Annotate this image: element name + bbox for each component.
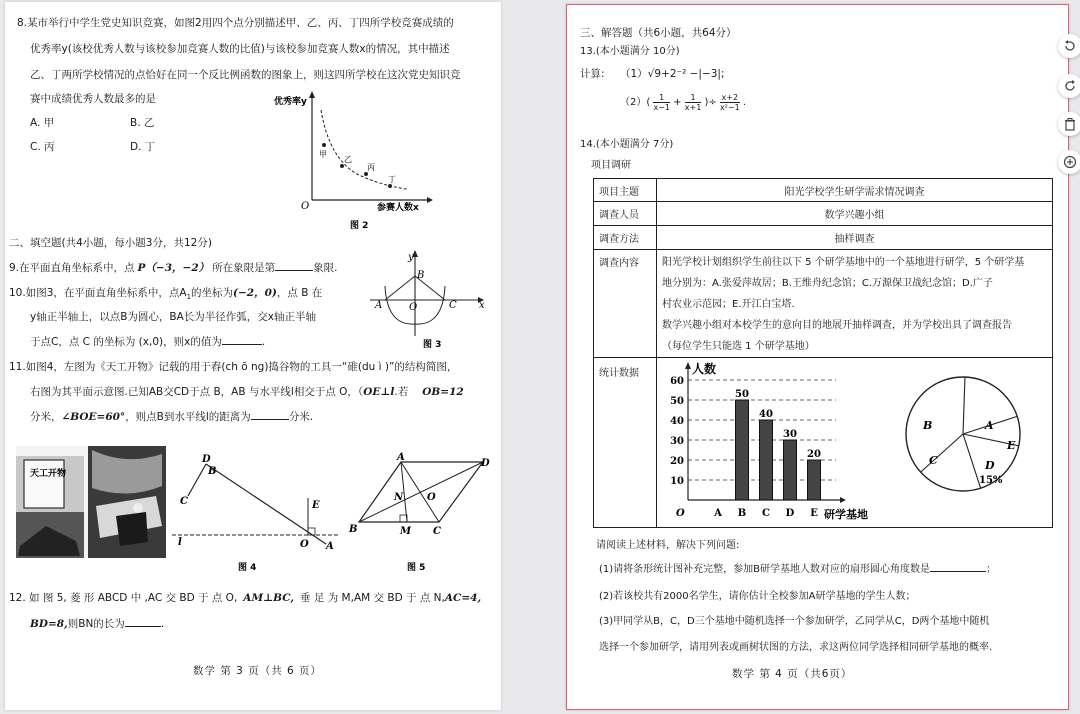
table-row: [594, 226, 1053, 250]
content-line: 阳光学校计划组织学生前往以下 5 个研学基地中的一个基地进行研学，5 个研学基: [662, 257, 1025, 268]
table-row: [594, 202, 1053, 226]
right-page: [566, 4, 1069, 710]
fig5-caption: 图 5: [407, 563, 426, 573]
bar-value-label: 30: [783, 429, 797, 440]
point-yi: [340, 164, 344, 168]
q14-sub2: (2)若该校共有2000名学生，请你估计全校参加A研学基地的学生人数；: [599, 591, 916, 602]
x-tick-label: C: [762, 508, 770, 519]
table-key: 调查方法: [594, 226, 657, 250]
fig4-c: C: [180, 496, 188, 507]
fig2-label-yi: 乙: [344, 155, 352, 164]
survey-table: [593, 178, 1053, 528]
pie-slice-edge: [921, 434, 963, 472]
fig3-y: y: [408, 252, 414, 263]
q8-line2: 优秀率y(该校优秀人数与该校参加竞赛人数的比值)与该校参加竞赛人数x的情况，其中描述: [30, 43, 450, 55]
question-10-line3: 于点C，点 C 的坐标为 (x,0)，则x的值为 .: [30, 336, 266, 348]
x-tick-label: E: [810, 508, 818, 519]
x-tick-label: A: [714, 508, 722, 519]
fig3-caption: 图 3: [423, 340, 442, 350]
fig2-origin: O: [301, 201, 310, 212]
pie-slice-edge: [963, 434, 981, 488]
fig5-a: A: [397, 452, 405, 463]
y-tick-label: 50: [670, 396, 684, 407]
tiangong-kaiwu-illustration: [16, 446, 166, 558]
q13-part2: （2）( $\frac{1}{x-1}$ + $\frac{1}{x+1}$ )÷ $\frac{x+2}{\text{x²−1}}$ .: [620, 93, 747, 112]
table-row: [594, 179, 1053, 202]
x-axis-arrow: [840, 497, 846, 503]
fig3-c: C: [449, 300, 457, 311]
x-tick-label: D: [785, 508, 795, 519]
fig4-b: B: [208, 466, 217, 477]
q14-sub3-line1: (3)甲同学从B，C，D三个基地中随机选择一个参加研学，乙同学从C，D两个基地中随机: [599, 616, 990, 627]
figure-2: [267, 88, 437, 233]
q8-line3: 乙、丁两所学校情况的点恰好在同一个反比例函数的图象上，则这四所学校在这次党史知识竞: [30, 69, 461, 81]
table-value: 抽样调查: [657, 226, 1053, 250]
content-line: 地分别为：A.张爱萍故居；B.王维舟纪念馆；C.万源保卫战纪念馆；D.广子: [662, 278, 993, 289]
left-page: [5, 2, 501, 710]
question-11-line3: 分米，∠BOE=60°，则点B到水平线l的距离为 分米.: [30, 411, 314, 423]
question-9: 9.在平面直角坐标系中，点 P（−3，−2） 所在象限是第 象限.: [9, 262, 338, 274]
fig5-o: O: [427, 492, 436, 503]
chart-origin: O: [676, 508, 685, 519]
content-line: （每位学生只能选 1 个研学基地）: [662, 341, 815, 352]
content-line: 村农业示范园；E.开江白宝塔.: [662, 299, 795, 310]
book-title: 天工开物: [30, 469, 67, 479]
y-tick-label: 40: [670, 416, 684, 427]
add-icon[interactable]: [1058, 150, 1080, 174]
pie-slice-label: C: [929, 454, 938, 467]
question-11-line2: 右图为其平面示意图.已知AB交CD于点 B，AB 与水平线l相交于点 O，（OE⊥l.若 OB=12: [30, 386, 464, 398]
fig3-a: A: [375, 300, 383, 311]
q8-line4: 赛中成绩优秀人数最多的是: [30, 93, 156, 105]
fig4-l: l: [178, 537, 182, 548]
bar-value-label: 40: [759, 409, 773, 420]
q13-part1: （1）√9+2⁻² −|−3|;: [620, 68, 725, 80]
y-tick-label: 10: [670, 476, 684, 487]
fig2-xlabel: 参赛人数x: [377, 203, 419, 213]
fig4-o: O: [300, 539, 309, 550]
point-jia: [322, 143, 326, 147]
fig5-d: D: [481, 458, 490, 469]
q8-option-d: D. 丁: [130, 141, 156, 153]
right-page-footer: 数学 第 4 页（共6页）: [732, 668, 853, 680]
section-2-heading: 二、填空题(共4小题，每小题3分，共12分): [9, 237, 212, 249]
table-row: [594, 250, 1053, 358]
y-axis-arrow: [685, 362, 691, 369]
figure-4: [168, 446, 343, 576]
fig5-c: C: [433, 526, 441, 537]
bar: [736, 400, 749, 500]
y-tick-label: 30: [670, 436, 684, 447]
q13-heading: 13.(本小题满分 10分): [580, 46, 680, 57]
fig4-a: A: [326, 541, 334, 552]
fig5-m: M: [400, 526, 412, 537]
table-key: 统计数据: [594, 358, 657, 528]
pie-slice-label: E: [1007, 439, 1016, 452]
fig4-e: E: [312, 500, 320, 511]
fig3-o: O: [409, 302, 418, 313]
point-ding: [388, 184, 392, 188]
question-12-line1: 12. 如 图 5, 菱 形 ABCD 中 ,AC 交 BD 于 点 O, AM⊥BC, 垂 足 为 M,AM 交 BD 于 点 N,AC=4,: [9, 592, 482, 604]
x-tick-label: B: [737, 508, 747, 519]
question-12-line2: BD=8,则BN的长为 .: [30, 618, 165, 630]
bar-chart: [660, 360, 870, 524]
x-axis-label: 研学基地: [824, 508, 868, 521]
survey-content: [657, 250, 1053, 358]
figure-5: [347, 448, 495, 576]
floating-toolbar: [1054, 30, 1080, 200]
q14-sub1: (1)请将条形统计图补充完整，参加B研学基地人数对应的扇形圆心角度数是 ；: [599, 564, 997, 575]
table-value: 数学兴趣小组: [657, 202, 1053, 226]
y-tick-label: 20: [670, 456, 684, 467]
question-10-line1: 10.如图3，在平面直角坐标系中，点$A_1$的坐标为(−2，0)，点 B 在: [9, 287, 323, 302]
fig2-label-jia: 甲: [319, 150, 327, 159]
pie-slice-label: A: [985, 419, 994, 432]
pie-slice-label: D: [985, 459, 995, 472]
bar-value-label: 20: [807, 449, 821, 460]
table-key: 调查内容: [594, 250, 657, 358]
stats-cell: [657, 358, 1053, 528]
fig2-ylabel: 优秀率y: [274, 97, 307, 107]
trash-icon[interactable]: [1058, 112, 1080, 136]
pie-chart: [901, 374, 1025, 498]
fig2-caption: 图 2: [350, 221, 369, 231]
fig5-n: N: [394, 492, 404, 503]
fig4-d: D: [202, 454, 211, 465]
fig2-label-ding: 丁: [388, 175, 396, 184]
rotate-left-icon[interactable]: [1058, 34, 1080, 58]
fig3-b: B: [417, 270, 425, 281]
fig4-caption: 图 4: [238, 563, 257, 573]
pie-annotation: 15%: [979, 475, 1003, 486]
table-key: 项目主题: [594, 179, 657, 202]
table-key: 调查人员: [594, 202, 657, 226]
question-11-line1: 11.如图4，左图为《天工开物》记载的用于舂(ch ō ng)捣谷物的工具一“碓(du ì )”的结构简图，: [9, 361, 458, 373]
question-10-line2: y轴正半轴上，以点B为圆心，BA长为半径作弧，交x轴正半轴: [30, 311, 317, 323]
rotate-right-icon[interactable]: [1058, 74, 1080, 98]
section-3-heading: 三、解答题（共6小题，共64分）: [580, 27, 737, 39]
bar-value-label: 50: [735, 389, 749, 400]
fig5-b: B: [349, 524, 358, 535]
bar: [808, 460, 821, 500]
table-value: 阳光学校学生研学需求情况调查: [657, 179, 1053, 202]
q8-line1: 8.某市举行中学生党史知识竞赛，如图2用四个点分别描述甲、乙、丙、丁四所学校竞赛成绩的: [17, 17, 454, 29]
bar: [760, 420, 773, 500]
left-page-footer: 数学 第 3 页（共 6 页）: [193, 665, 323, 677]
q14-project-label: 项目调研: [591, 160, 631, 171]
q14-sub3-line2: 选择一个参加研学，请用列表或画树状图的方法，求这两位同学选择相同研学基地的概率.: [599, 642, 993, 653]
point-bing: [364, 172, 368, 176]
figure-3: [365, 246, 490, 351]
q8-option-b: B. 乙: [130, 117, 155, 129]
q13-calc-label: 计算:: [580, 68, 605, 80]
bar: [784, 440, 797, 500]
fig2-label-bing: 丙: [367, 163, 375, 172]
q8-option-c: C. 丙: [30, 141, 55, 153]
y-tick-label: 60: [670, 376, 684, 387]
pie-slice-edge: [963, 377, 965, 434]
y-axis-label: 人数: [692, 362, 717, 376]
fig3-x: x: [479, 300, 485, 311]
pie-slice-label: B: [923, 419, 933, 432]
q8-option-a: A. 甲: [30, 117, 55, 129]
table-row: [594, 358, 1053, 528]
q14-heading: 14.(本小题满分 7分): [580, 139, 674, 150]
content-line: 数学兴趣小组对本校学生的意向目的地展开抽样调查，并为学校出具了调查报告: [662, 320, 1012, 331]
q14-read-instruction: 请阅读上述材料，解决下列问题:: [596, 540, 740, 551]
